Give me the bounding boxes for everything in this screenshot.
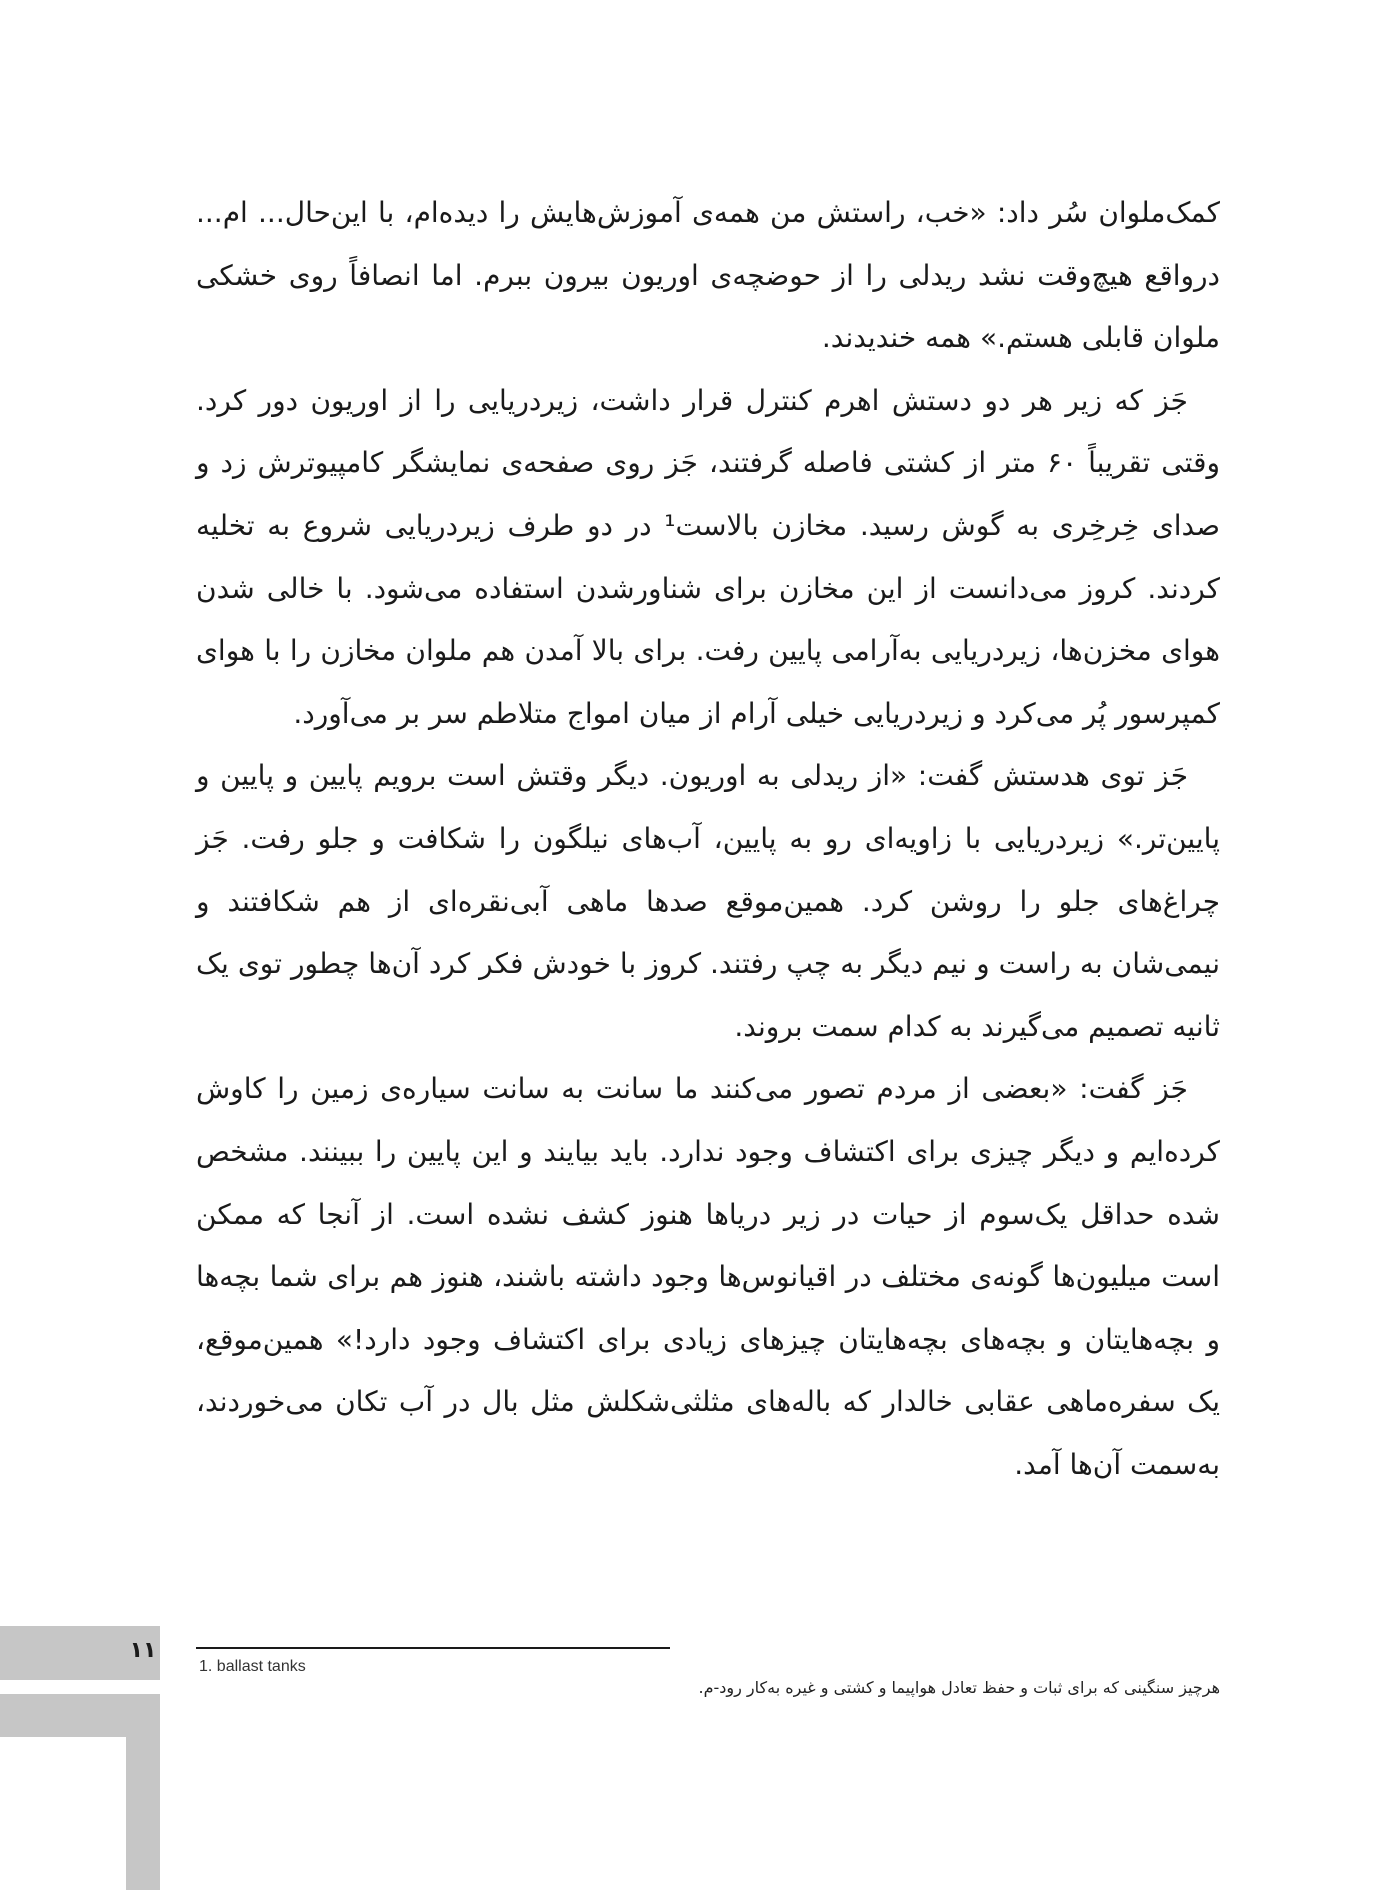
footnote-english: 1. ballast tanks	[199, 1658, 306, 1675]
paragraph: کمک‌ملوان سُر داد: «خب، راستش من همه‌ی آموزش‌هایش را دیده‌ام، با این‌حال... ام... درواقع هیچ‌وقت نشد ریدلی را از حوضچه‌ی اوریون بیرون ببرم. اما انصافاً روی خشکی ملوان قابلی هستم.» همه خندیدند.	[196, 196, 1220, 355]
page-number: ۱۱	[129, 1638, 157, 1663]
page-strip-decoration	[126, 1694, 160, 1890]
page-band-decoration	[0, 1694, 126, 1737]
paragraph: جَز گفت: «بعضی از مردم تصور می‌کنند ما سانت به سانت سیاره‌ی زمین را کاوش کرده‌ایم و دیگر چیزی برای اکتشاف وجود ندارد. باید بیایند و این پایین را ببینند. مشخص شده حداقل یک‌سوم از حیات در زیر دریاها هنوز کشف نشده است. از آنجا که ممکن است میلیون‌ها گونه‌ی مختلف در اقیانوس‌ها وجود داشته باشند، هنوز هم برای شما بچه‌ها و بچه‌هایتان و بچه‌های بچه‌هایتان چیزهای زیادی برای اکتشاف وجود دارد!» همین‌موقع، یک سفره‌ماهی عقابی خالدار که باله‌های مثلثی‌شکلش مثل بال در آب تکان می‌خوردند، به‌سمت آن‌ها آمد.	[196, 1072, 1220, 1481]
footnote-persian: هرچیز سنگینی که برای ثبات و حفظ تعادل هواپیما و کشتی و غیره به‌کار رود-م.	[698, 1678, 1220, 1697]
paragraph: جَز که زیر هر دو دستش اهرم کنترل قرار داشت، زیردریایی را از اوریون دور کرد. وقتی تقریباً ۶۰ متر از کشتی فاصله گرفتند، جَز روی صفحه‌ی نمایشگر کامپیوترش زد و صدای خِرخِری به گوش رسید. مخازن بالاست¹ در دو طرف زیردریایی شروع به تخلیه کردند. کروز می‌دانست از این مخازن برای شناورشدن استفاده می‌شود. با خالی شدن هوای مخزن‌ها، زیردریایی به‌آرامی پایین رفت. برای بالا آمدن هم ملوان مخازن را با هوای کمپرسور پُر می‌کرد و زیردریایی خیلی آرام از میان امواج متلاطم سر بر می‌آورد.	[196, 383, 1220, 730]
page-body	[196, 182, 1220, 1496]
paragraph: جَز توی هدستش گفت: «از ریدلی به اوریون. دیگر وقتش است برویم پایین و پایین و پایین‌تر.» زیردریایی با زاویه‌ای رو به پایین، آب‌های نیلگون را شکافت و جلو رفت. جَز چراغ‌های جلو را روشن کرد. همین‌موقع صدها ماهی آبی‌نقره‌ای از هم شکافتند و نیمی‌شان به راست و نیم دیگر به چپ رفتند. کروز با خودش فکر کرد آن‌ها چطور توی یک ثانیه تصمیم می‌گیرند به کدام سمت بروند.	[196, 759, 1220, 1043]
footnote-divider	[196, 1647, 670, 1649]
